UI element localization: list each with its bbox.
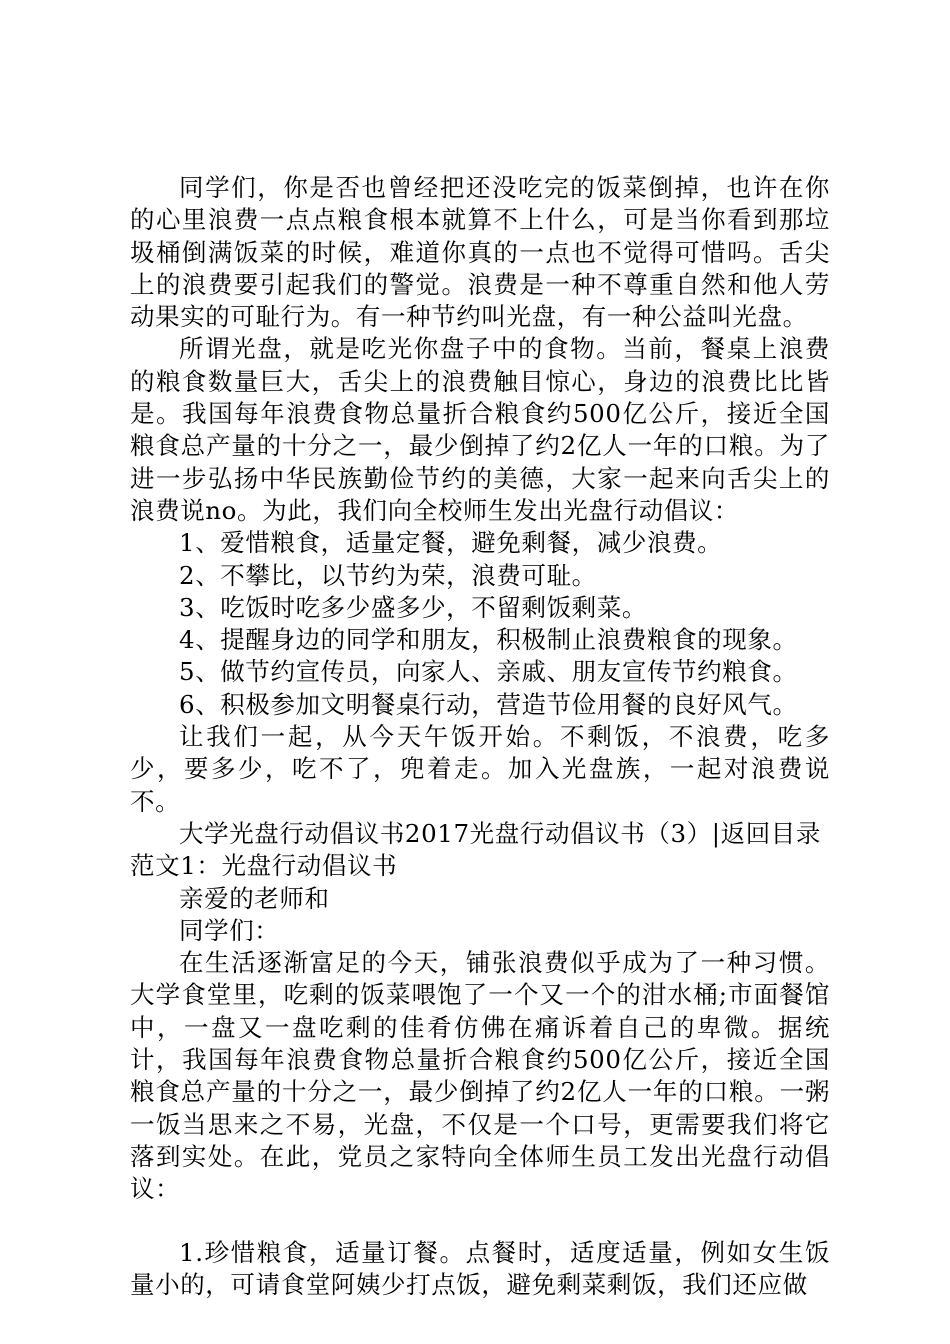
paragraph-body: 在生活逐渐富足的今天，铺张浪费似乎成为了一种习惯。大学食堂里，吃剩的饭菜喂饱了一个又一个的泔水桶;市面餐馆中，一盘又一盘吃剩的佳肴仿佛在痛诉着自己的卑微。据统计，我国每年浪费食物总量折合粮食约500亿公斤，接近全国粮食总产量的十分之一，最少倒掉了约2亿人一年的口粮。一粥一饭当思来之不易，光盘，不仅是一个口号，更需要我们将它落到实处。在此，党员之家特向全体师生员工发出光盘行动倡议： [130, 948, 830, 1204]
paragraph-definition: 所谓光盘，就是吃光你盘子中的食物。当前，餐桌上浪费的粮食数量巨大，舌尖上的浪费触目惊心，身边的浪费比比皆是。我国每年浪费食物总量折合粮食约500亿公斤，接近全国粮食总产量的十分之一，最少倒掉了约2亿人一年的口粮。为了进一步弘扬中华民族勤俭节约的美德，大家一起来向舌尖上的浪费说no。为此，我们向全校师生发出光盘行动倡议： [130, 334, 830, 525]
list-item-2: 2、不攀比，以节约为荣，浪费可耻。 [179, 560, 597, 590]
nav-line-title: 大学光盘行动倡议书2017光盘行动倡议书（3） [179, 818, 712, 848]
nav-line-separator: | [711, 818, 721, 848]
back-to-toc-link[interactable]: 返回目录 [720, 818, 822, 848]
sample-heading: 范文1：光盘行动倡议书 [130, 851, 398, 881]
nav-line [130, 818, 830, 850]
document-body [130, 172, 830, 1301]
list-item-6: 6、积极参加文明餐桌行动，营造节俭用餐的良好风气。 [179, 689, 798, 719]
salutation-line-1: 亲爱的老师和 [179, 883, 330, 913]
list-item-5: 5、做节约宣传员，向家人、亲戚、朋友宣传节约粮食。 [179, 657, 798, 687]
paragraph-closing: 让我们一起，从今天午饭开始。不剩饭，不浪费，吃多少，要多少，吃不了，兜着走。加入光盘族，一起对浪费说不。 [130, 722, 830, 816]
paragraph-intro: 同学们，你是否也曾经把还没吃完的饭菜倒掉，也许在你的心里浪费一点点粮食根本就算不上什么，可是当你看到那垃圾桶倒满饭菜的时候，难道你真的一点也不觉得可惜吗。舌尖上的浪费要引起我们的警觉。浪费是一种不尊重自然和他人劳动果实的可耻行为。有一种节约叫光盘，有一种公益叫光盘。 [130, 173, 830, 332]
salutation-line-2: 同学们： [179, 915, 280, 945]
list-item-1: 1、爱惜粮食，适量定餐，避免剩餐，减少浪费。 [179, 528, 723, 558]
list-item-4: 4、提醒身边的同学和朋友，积极制止浪费粮食的现象。 [179, 625, 798, 655]
blank-line [130, 1206, 830, 1237]
list-item-3: 3、吃饭时吃多少盛多少，不留剩饭剩菜。 [179, 592, 647, 622]
proposal-item-1: 1.珍惜粮食，适量订餐。点餐时，适度适量，例如女生饭量小的，可请食堂阿姨少打点饭，避免剩菜剩饭，我们还应做 [130, 1237, 830, 1299]
